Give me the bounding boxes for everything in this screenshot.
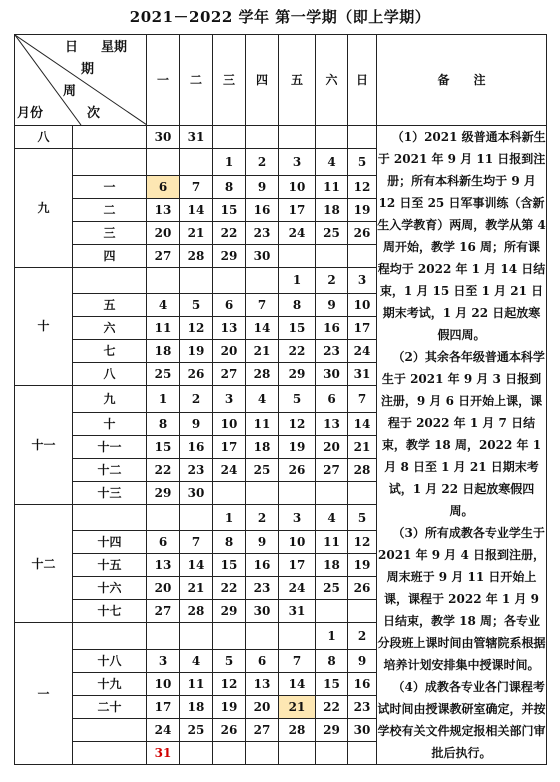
date-cell: 6 — [316, 386, 348, 413]
date-cell: 26 — [213, 719, 246, 742]
date-cell — [279, 126, 316, 149]
date-cell: 11 — [180, 673, 213, 696]
date-cell — [246, 267, 279, 294]
week-number-cell — [73, 267, 147, 294]
date-cell: 13 — [147, 554, 180, 577]
date-cell: 14 — [180, 554, 213, 577]
date-cell: 25 — [316, 577, 348, 600]
date-cell: 9 — [246, 531, 279, 554]
date-cell: 24 — [213, 458, 246, 481]
date-cell: 26 — [180, 363, 213, 386]
date-cell: 27 — [147, 600, 180, 623]
date-cell — [246, 126, 279, 149]
week-number-cell — [73, 504, 147, 531]
date-cell: 12 — [348, 175, 377, 198]
date-cell: 19 — [348, 198, 377, 221]
date-cell: 10 — [279, 175, 316, 198]
week-number-cell: 十七 — [73, 600, 147, 623]
date-cell: 20 — [213, 340, 246, 363]
date-cell — [213, 742, 246, 765]
date-cell: 21 — [348, 435, 377, 458]
date-cell: 24 — [348, 340, 377, 363]
week-number-cell: 四 — [73, 244, 147, 267]
date-cell: 4 — [316, 149, 348, 176]
date-cell — [348, 742, 377, 765]
week-number-cell — [73, 623, 147, 650]
date-cell: 3 — [147, 650, 180, 673]
date-cell: 10 — [213, 412, 246, 435]
date-cell: 13 — [213, 317, 246, 340]
date-cell: 20 — [147, 577, 180, 600]
date-cell: 27 — [147, 244, 180, 267]
date-cell: 23 — [246, 221, 279, 244]
date-cell: 16 — [316, 317, 348, 340]
day-header-fri: 五 — [279, 35, 316, 126]
date-cell: 23 — [246, 577, 279, 600]
date-cell: 11 — [316, 531, 348, 554]
date-cell: 2 — [316, 267, 348, 294]
date-cell: 10 — [279, 531, 316, 554]
date-cell: 21 — [279, 696, 316, 719]
date-cell — [316, 600, 348, 623]
date-cell: 27 — [213, 363, 246, 386]
date-cell: 22 — [213, 221, 246, 244]
date-cell: 6 — [246, 650, 279, 673]
week-number-cell: 十二 — [73, 458, 147, 481]
date-cell: 30 — [147, 126, 180, 149]
date-cell: 11 — [147, 317, 180, 340]
date-cell: 21 — [180, 577, 213, 600]
date-cell: 13 — [316, 412, 348, 435]
date-cell: 9 — [348, 650, 377, 673]
week-number-cell: 六 — [73, 317, 147, 340]
date-cell — [213, 481, 246, 504]
date-cell: 8 — [213, 175, 246, 198]
date-cell: 7 — [246, 294, 279, 317]
remark-paragraph: （3）所有成教各专业学生于 2021 年 9 月 4 日报到注册，周末班于 9 月 11 日开始上课，课程于 2022 年 1 月 9 日结束，教学 18 周；各专业分段班上课时间由管辖院系根据培养计划安排集中授课时间。 — [377, 526, 546, 672]
date-cell: 9 — [246, 175, 279, 198]
week-number-cell: 五 — [73, 294, 147, 317]
week-number-cell — [73, 742, 147, 765]
week-number-cell: 十 — [73, 412, 147, 435]
date-cell: 1 — [147, 386, 180, 413]
date-cell: 18 — [316, 554, 348, 577]
day-header-wed: 三 — [213, 35, 246, 126]
date-cell — [213, 623, 246, 650]
date-cell: 15 — [316, 673, 348, 696]
week-number-cell — [73, 719, 147, 742]
date-cell: 5 — [348, 504, 377, 531]
date-cell: 2 — [246, 504, 279, 531]
date-cell: 28 — [246, 363, 279, 386]
date-cell: 24 — [279, 577, 316, 600]
date-cell: 17 — [279, 198, 316, 221]
date-cell: 22 — [279, 340, 316, 363]
date-cell: 15 — [213, 198, 246, 221]
date-cell: 27 — [316, 458, 348, 481]
date-cell: 28 — [180, 244, 213, 267]
week-number-cell — [73, 149, 147, 176]
date-cell: 17 — [147, 696, 180, 719]
date-cell — [180, 623, 213, 650]
date-cell — [246, 623, 279, 650]
date-cell: 6 — [213, 294, 246, 317]
date-cell: 12 — [213, 673, 246, 696]
date-cell: 22 — [213, 577, 246, 600]
date-cell: 1 — [213, 504, 246, 531]
date-cell: 16 — [348, 673, 377, 696]
date-cell: 15 — [147, 435, 180, 458]
date-cell: 6 — [147, 531, 180, 554]
date-cell: 13 — [147, 198, 180, 221]
date-cell: 18 — [316, 198, 348, 221]
corner-label-ri: 日 — [65, 40, 79, 55]
week-number-cell: 九 — [73, 386, 147, 413]
date-cell: 2 — [246, 149, 279, 176]
date-cell: 20 — [147, 221, 180, 244]
date-cell: 18 — [147, 340, 180, 363]
date-cell: 1 — [279, 267, 316, 294]
date-cell: 8 — [213, 531, 246, 554]
date-cell: 29 — [147, 481, 180, 504]
date-cell: 14 — [180, 198, 213, 221]
date-cell: 12 — [348, 531, 377, 554]
date-cell: 29 — [316, 719, 348, 742]
date-cell — [147, 149, 180, 176]
date-cell: 4 — [147, 294, 180, 317]
date-cell: 23 — [180, 458, 213, 481]
date-cell — [279, 244, 316, 267]
date-cell: 3 — [213, 386, 246, 413]
day-header-sun: 日 — [348, 35, 377, 126]
day-header-thu: 四 — [246, 35, 279, 126]
date-cell — [246, 481, 279, 504]
week-number-cell: 三 — [73, 221, 147, 244]
date-cell: 28 — [348, 458, 377, 481]
corner-label-zhou: 周 — [63, 84, 77, 99]
month-cell: 十一 — [15, 386, 73, 505]
date-cell: 14 — [348, 412, 377, 435]
date-cell: 26 — [279, 458, 316, 481]
week-number-cell: 十五 — [73, 554, 147, 577]
date-cell — [348, 481, 377, 504]
date-cell: 4 — [246, 386, 279, 413]
date-cell: 7 — [180, 531, 213, 554]
date-cell: 22 — [147, 458, 180, 481]
date-cell: 25 — [180, 719, 213, 742]
date-cell: 26 — [348, 577, 377, 600]
date-cell: 13 — [246, 673, 279, 696]
date-cell: 17 — [213, 435, 246, 458]
date-cell: 27 — [246, 719, 279, 742]
date-cell: 4 — [316, 504, 348, 531]
remark-paragraph: （2）其余各年级普通本科学生于 2021 年 9 月 3 日报到注册，9 月 6 日开始上课，课程于 2022 年 1 月 7 日结束，教学 18 周，2022 年 1 月 8 日至 1 月 21 日期末考试，1 月 22 日起放寒假四周。 — [380, 350, 545, 518]
week-number-cell — [73, 126, 147, 149]
day-header-tue: 二 — [180, 35, 213, 126]
date-cell: 1 — [213, 149, 246, 176]
date-cell — [348, 600, 377, 623]
date-cell: 21 — [180, 221, 213, 244]
month-cell: 十二 — [15, 504, 73, 623]
date-cell: 3 — [279, 504, 316, 531]
date-cell: 8 — [147, 412, 180, 435]
corner-label-yuefen: 月份 — [17, 106, 44, 121]
week-number-cell: 十八 — [73, 650, 147, 673]
date-cell — [348, 126, 377, 149]
corner-label-qi: 期 — [81, 62, 95, 77]
date-cell: 9 — [180, 412, 213, 435]
date-cell: 21 — [246, 340, 279, 363]
week-number-cell: 十四 — [73, 531, 147, 554]
date-cell: 7 — [180, 175, 213, 198]
header-row — [15, 35, 547, 126]
calendar-title: 2021－2022 学年 第一学期（即上学期） — [129, 8, 431, 26]
date-cell: 25 — [147, 363, 180, 386]
date-cell: 19 — [180, 340, 213, 363]
date-cell: 1 — [316, 623, 348, 650]
week-number-cell: 十六 — [73, 577, 147, 600]
remark-paragraph: （1）2021 级普通本科新生于 2021 年 9 月 11 日报到注册；所有本科新生均于 9 月 12 日至 25 日军事训练（含新生入学教育）两周，教学从第 4 周开始，教学 16 周；所有课程均于 2022 年 1 月 14 日结束，1 月 15 日至 1 月 21 日期末考试，1 月 22 日起放寒假四周。 — [377, 130, 546, 342]
date-cell: 31 — [348, 363, 377, 386]
date-cell: 23 — [316, 340, 348, 363]
date-cell: 19 — [348, 554, 377, 577]
date-cell: 12 — [279, 412, 316, 435]
date-cell: 6 — [147, 175, 180, 198]
date-cell: 31 — [279, 600, 316, 623]
date-cell: 9 — [316, 294, 348, 317]
remarks-header: 备 注 — [377, 35, 547, 126]
date-cell: 7 — [348, 386, 377, 413]
date-cell: 3 — [279, 149, 316, 176]
date-cell: 16 — [246, 198, 279, 221]
corner-label-ci: 次 — [87, 106, 101, 121]
date-cell — [246, 742, 279, 765]
date-cell — [180, 742, 213, 765]
date-cell — [147, 623, 180, 650]
date-cell — [279, 742, 316, 765]
date-cell: 25 — [316, 221, 348, 244]
date-cell: 15 — [213, 554, 246, 577]
date-cell: 16 — [246, 554, 279, 577]
date-cell: 20 — [316, 435, 348, 458]
date-cell — [316, 742, 348, 765]
date-cell: 30 — [348, 719, 377, 742]
calendar-week-row — [15, 126, 547, 149]
date-cell: 5 — [213, 650, 246, 673]
date-cell: 29 — [213, 244, 246, 267]
date-cell: 17 — [279, 554, 316, 577]
month-cell: 十 — [15, 267, 73, 386]
date-cell: 24 — [279, 221, 316, 244]
date-cell — [348, 244, 377, 267]
date-cell — [180, 504, 213, 531]
date-cell: 30 — [180, 481, 213, 504]
date-cell: 5 — [180, 294, 213, 317]
date-cell: 22 — [316, 696, 348, 719]
date-cell — [316, 126, 348, 149]
week-number-cell: 一 — [73, 175, 147, 198]
date-cell: 19 — [213, 696, 246, 719]
date-cell: 30 — [246, 244, 279, 267]
date-cell — [147, 504, 180, 531]
date-cell — [147, 267, 180, 294]
date-cell: 10 — [147, 673, 180, 696]
date-cell: 5 — [279, 386, 316, 413]
date-cell — [213, 267, 246, 294]
date-cell — [180, 149, 213, 176]
date-cell: 2 — [348, 623, 377, 650]
date-cell: 25 — [246, 458, 279, 481]
date-cell: 28 — [279, 719, 316, 742]
date-cell: 18 — [246, 435, 279, 458]
week-number-cell: 八 — [73, 363, 147, 386]
date-cell: 16 — [180, 435, 213, 458]
date-cell: 30 — [246, 600, 279, 623]
date-cell: 14 — [246, 317, 279, 340]
date-cell: 11 — [316, 175, 348, 198]
date-cell: 2 — [180, 386, 213, 413]
date-cell: 8 — [279, 294, 316, 317]
date-cell: 4 — [180, 650, 213, 673]
date-cell: 24 — [147, 719, 180, 742]
month-cell: 九 — [15, 149, 73, 268]
week-number-cell: 十一 — [73, 435, 147, 458]
week-number-cell: 二十 — [73, 696, 147, 719]
date-cell: 20 — [246, 696, 279, 719]
week-number-cell: 十九 — [73, 673, 147, 696]
date-cell: 11 — [246, 412, 279, 435]
date-cell: 29 — [213, 600, 246, 623]
date-cell — [213, 126, 246, 149]
date-cell: 10 — [348, 294, 377, 317]
corner-label-xingqi: 星期 — [101, 40, 128, 55]
date-cell: 12 — [180, 317, 213, 340]
date-cell — [279, 623, 316, 650]
date-cell: 28 — [180, 600, 213, 623]
remarks-cell — [377, 126, 547, 765]
remark-paragraph: （4）成教各专业各门课程考试时间由授课教研室确定，并按学校有关文件规定报相关部门审批后执行。 — [377, 680, 546, 760]
date-cell: 31 — [147, 742, 180, 765]
date-cell: 5 — [348, 149, 377, 176]
date-cell: 15 — [279, 317, 316, 340]
date-cell: 30 — [316, 363, 348, 386]
date-cell: 18 — [180, 696, 213, 719]
date-cell: 7 — [279, 650, 316, 673]
date-cell: 8 — [316, 650, 348, 673]
date-cell: 29 — [279, 363, 316, 386]
month-cell: 八 — [15, 126, 73, 149]
day-header-mon: 一 — [147, 35, 180, 126]
week-number-cell: 七 — [73, 340, 147, 363]
date-cell: 26 — [348, 221, 377, 244]
date-cell: 3 — [348, 267, 377, 294]
corner-header-cell — [15, 35, 147, 126]
date-cell: 31 — [180, 126, 213, 149]
day-header-sat: 六 — [316, 35, 348, 126]
academic-calendar-table — [14, 34, 547, 765]
date-cell: 14 — [279, 673, 316, 696]
date-cell — [316, 244, 348, 267]
date-cell — [316, 481, 348, 504]
date-cell — [279, 481, 316, 504]
date-cell: 19 — [279, 435, 316, 458]
date-cell: 23 — [348, 696, 377, 719]
date-cell: 17 — [348, 317, 377, 340]
week-number-cell: 十三 — [73, 481, 147, 504]
month-cell: 一 — [15, 623, 73, 765]
date-cell — [180, 267, 213, 294]
week-number-cell: 二 — [73, 198, 147, 221]
